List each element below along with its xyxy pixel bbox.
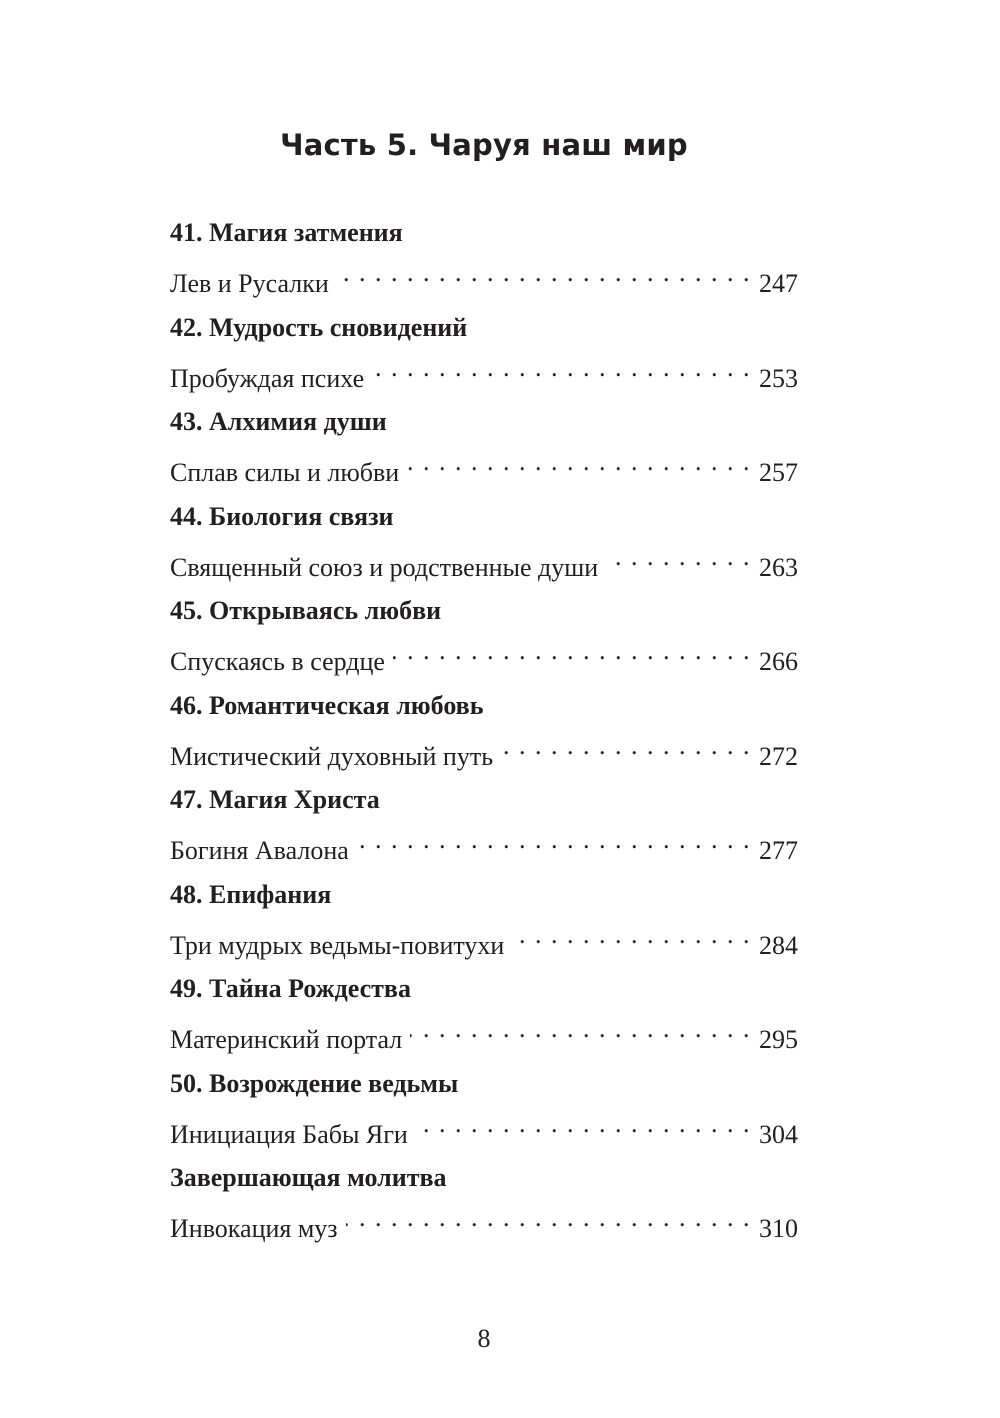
page-number: 253 — [759, 363, 798, 393]
chapter-subtitle-line — [170, 1010, 798, 1054]
dot-leader — [346, 1199, 751, 1237]
page-number: 266 — [759, 647, 798, 676]
chapter-subtitle-line — [170, 632, 798, 676]
chapter-subtitle-line — [170, 1199, 798, 1243]
chapter-subtitle: Три мудрых ведьмы-повитухи — [170, 930, 505, 960]
toc-entry-49[interactable] — [170, 970, 798, 1065]
page-number: 310 — [759, 1214, 798, 1243]
chapter-subtitle-line — [170, 727, 798, 771]
toc-entry-45[interactable] — [170, 592, 798, 687]
chapter-title: 45. Открываясь любви — [170, 596, 442, 625]
page-number: 247 — [759, 269, 798, 298]
dot-leader — [606, 538, 751, 576]
dot-leader — [512, 916, 751, 954]
page-number: 263 — [759, 552, 798, 582]
page-number: 272 — [759, 741, 798, 771]
chapter-title: 42. Мудрость сновидений — [170, 312, 468, 342]
chapter-subtitle: Инвокация муз — [170, 1214, 338, 1243]
chapter-subtitle: Спускаясь в сердце — [170, 647, 385, 676]
toc-entry-47[interactable] — [170, 781, 798, 876]
chapter-subtitle-line — [170, 349, 798, 393]
dot-leader — [337, 254, 751, 292]
chapter-subtitle: Сплав силы и любви — [170, 458, 400, 487]
chapter-title: 41. Магия затмения — [170, 218, 403, 247]
page-folio-number: 8 — [477, 1324, 491, 1353]
page-number: 257 — [759, 458, 798, 487]
chapter-title: 46. Романтическая любовь — [170, 690, 484, 720]
chapter-title: 50. Возрождение ведьмы — [170, 1068, 459, 1098]
chapter-title: 43. Алхимия души — [170, 407, 387, 436]
toc-entry-42[interactable] — [170, 309, 798, 404]
chapter-subtitle-line — [170, 443, 798, 487]
part-title: Часть 5. Чаруя наш мир — [280, 128, 688, 162]
dot-leader — [372, 349, 751, 387]
chapter-subtitle-line — [170, 1105, 798, 1149]
dot-leader — [393, 632, 751, 670]
toc-entry-50[interactable] — [170, 1065, 798, 1160]
page-number: 304 — [759, 1119, 798, 1149]
dot-leader — [410, 1010, 751, 1048]
page-number: 284 — [759, 930, 798, 960]
chapter-title: Завершающая молитва — [170, 1163, 447, 1192]
chapter-title: 44. Биология связи — [170, 501, 394, 531]
chapter-subtitle: Пробуждая психе — [170, 363, 365, 393]
chapter-subtitle-line — [170, 916, 798, 960]
table-of-contents — [170, 214, 798, 1254]
chapter-subtitle: Богиня Авалона — [170, 836, 349, 865]
chapter-subtitle: Мистический духовный путь — [170, 741, 494, 771]
chapter-subtitle: Инициация Бабы Яги — [170, 1119, 408, 1149]
dot-leader — [407, 443, 751, 481]
dot-leader — [416, 1105, 751, 1143]
toc-entry-43[interactable] — [170, 403, 798, 498]
toc-entry-closing-prayer[interactable] — [170, 1159, 798, 1254]
toc-entry-41[interactable] — [170, 214, 798, 309]
chapter-subtitle-line — [170, 538, 798, 582]
page-number: 295 — [759, 1025, 798, 1054]
dot-leader — [357, 821, 751, 859]
toc-entry-46[interactable] — [170, 687, 798, 782]
chapter-subtitle: Лев и Русалки — [170, 269, 329, 298]
chapter-subtitle-line — [170, 821, 798, 865]
chapter-subtitle: Материнский портал — [170, 1025, 403, 1054]
chapter-title: 48. Епифания — [170, 879, 332, 909]
page-number: 277 — [759, 836, 798, 865]
chapter-subtitle: Священный союз и родственные души — [170, 552, 599, 582]
chapter-subtitle-line — [170, 254, 798, 298]
dot-leader — [501, 727, 751, 765]
chapter-title: 49. Тайна Рождества — [170, 974, 411, 1003]
toc-entry-44[interactable] — [170, 498, 798, 593]
chapter-title: 47. Магия Христа — [170, 785, 380, 814]
toc-entry-48[interactable] — [170, 876, 798, 971]
